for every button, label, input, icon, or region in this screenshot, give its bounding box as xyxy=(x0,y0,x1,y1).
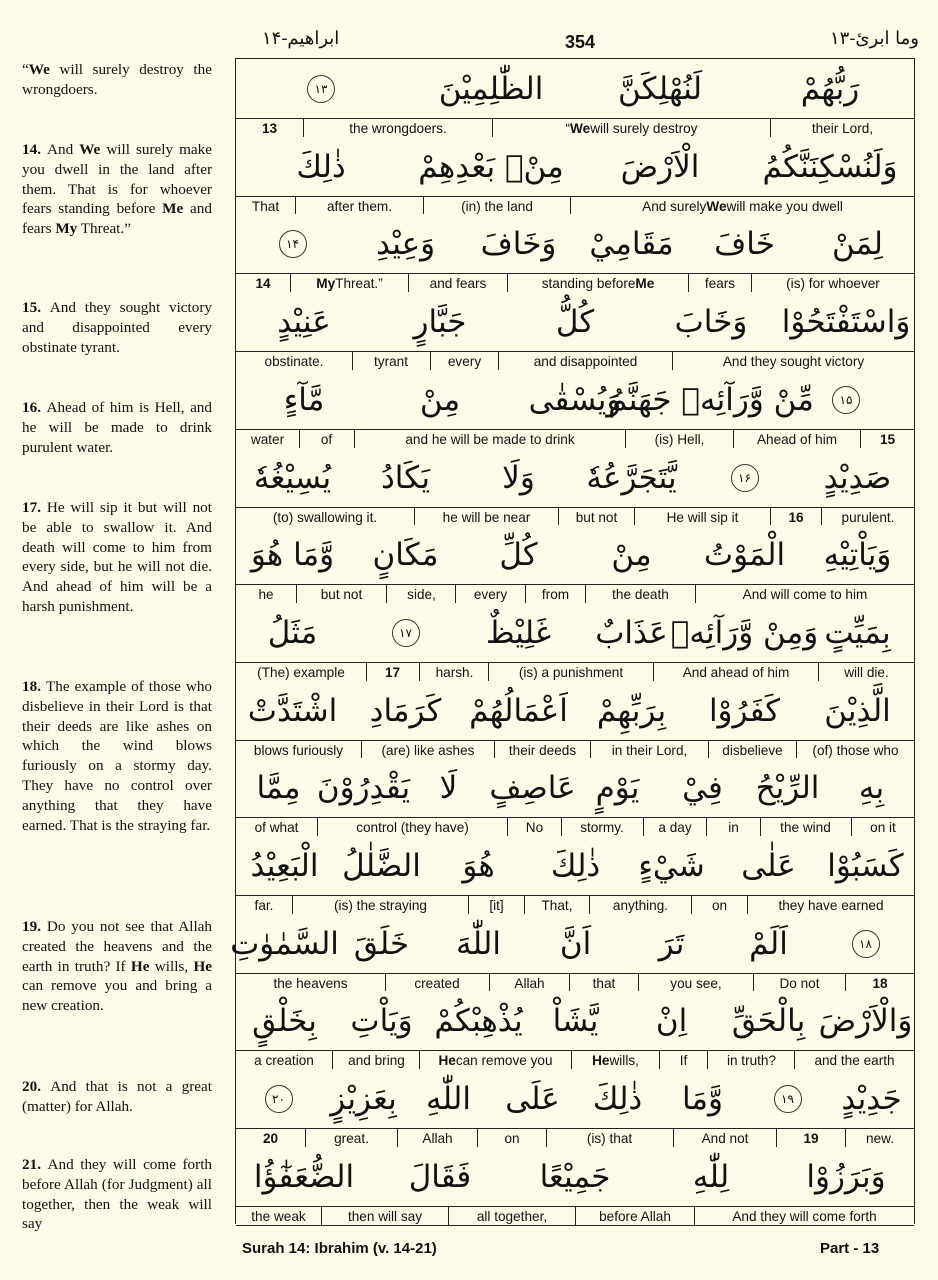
arabic-word: عَلٰى xyxy=(741,847,796,884)
footer-surah-info: Surah 14: Ibrahim (v. 14-21) xyxy=(242,1240,437,1257)
verse-number-cell: 16 xyxy=(770,508,821,526)
english-gloss: great. xyxy=(305,1129,397,1147)
arabic-word: اشْتَدَّتْ xyxy=(247,692,338,729)
english-gloss: the weak xyxy=(251,1208,306,1224)
verse-end-marker xyxy=(688,448,801,507)
arabic-word: الْاَرْضَ xyxy=(620,148,700,185)
english-gloss: every xyxy=(430,352,498,370)
english-gloss: he will be near xyxy=(414,508,558,526)
arabic-word: بِعَزِيْزٍ xyxy=(330,1080,397,1117)
translation-text: The example of those who disbelieve in their Lord is that their deeds are like ashes on which the wind blows furiously on a stormy day. They have no control over anything that they have earned. That is the straying far. xyxy=(22,678,213,834)
english-gloss: far. xyxy=(254,897,274,913)
ayah-circle-icon: ۱۳ xyxy=(307,75,335,103)
translation-text: Ahead of him is Hell, and he will be made to drink purulent water. xyxy=(22,399,212,456)
verse-number: 17. xyxy=(22,499,47,516)
arabic-word: بِهِ xyxy=(858,769,885,806)
arabic-word: ذٰلِكَ xyxy=(550,847,601,884)
arabic-word: وَّمَا xyxy=(681,1080,724,1117)
english-gloss: but not xyxy=(296,585,386,603)
english-gloss: of xyxy=(299,430,353,448)
english-gloss: And ahead of him xyxy=(653,663,818,681)
english-gloss: purulent. xyxy=(821,508,914,526)
arabic-word: يَّتَجَرَّعُهٗ xyxy=(586,459,677,496)
english-gloss: (is) that xyxy=(546,1129,672,1147)
arabic-word: لِمَنْ xyxy=(832,225,883,262)
arabic-word: وَمِنْ وَّرَآئِهٖ xyxy=(670,614,819,651)
english-gloss: and fears xyxy=(408,274,507,292)
ayah-circle-icon: ۱۹ xyxy=(774,1085,802,1113)
translation-paragraph xyxy=(22,1077,212,1117)
verse-number-cell: 19 xyxy=(776,1129,845,1147)
english-gloss: (is) the straying xyxy=(292,896,468,914)
english-gloss: but not xyxy=(558,508,634,526)
arabic-row xyxy=(236,59,914,119)
arabic-row xyxy=(236,292,914,352)
english-gloss: a creation xyxy=(254,1052,314,1068)
arabic-word: الضَّلٰلُ xyxy=(342,847,421,884)
arabic-word: ذٰلِكَ xyxy=(592,1080,643,1117)
verse-number-cell: 18 xyxy=(845,974,914,992)
header-surah-title: ابراهیم-۱۴ xyxy=(262,28,340,49)
arabic-word: وَلَا xyxy=(502,459,535,496)
english-gloss: (of) those who xyxy=(796,741,914,759)
translation-text: And they will come forth before Allah (for Judgment) all together, then the weak will say xyxy=(22,1156,213,1233)
english-gloss: (to) swallowing it. xyxy=(272,509,378,525)
english-gloss: (are) like ashes xyxy=(361,741,494,759)
english-gloss: after them. xyxy=(295,197,423,215)
arabic-word: خَافَ xyxy=(714,225,775,262)
translation-paragraph xyxy=(22,60,212,100)
arabic-word: مِنْ xyxy=(611,536,652,573)
english-gloss: (in) the land xyxy=(423,197,570,215)
arabic-word: اَنَّ xyxy=(559,925,592,962)
english-gloss: (is) for whoever xyxy=(751,274,914,292)
arabic-word: كَفَرُوْا xyxy=(708,692,781,729)
arabic-word: فَقَالَ xyxy=(408,1158,472,1195)
english-gloss: before Allah xyxy=(575,1207,694,1225)
arabic-word: وَبَرَزُوْا xyxy=(806,1158,886,1195)
arabic-word: جَبَّارٍ xyxy=(413,303,467,340)
arabic-word: مِمَّا xyxy=(256,769,301,806)
english-gloss: then will say xyxy=(321,1207,448,1225)
english-gloss: and the earth xyxy=(794,1051,914,1069)
arabic-word: وَاسْتَفْتَحُوْا xyxy=(781,303,911,340)
english-gloss: created xyxy=(385,974,488,992)
english-gloss: “ We will surely destroy xyxy=(492,119,770,137)
arabic-row xyxy=(230,914,914,974)
english-gloss-row xyxy=(236,274,914,293)
ayah-circle-icon: ۱۸ xyxy=(852,930,880,958)
arabic-row xyxy=(236,991,914,1051)
verse-number: 21. xyxy=(22,1156,48,1173)
english-gloss: side, xyxy=(386,585,456,603)
english-gloss: obstinate. xyxy=(264,353,324,369)
translation-text: He will sip it but will not be able to swallow it. And death will come to him from every side, but he will not die. And ahead of him will be a harsh punishment. xyxy=(22,499,212,615)
english-gloss: in their Lord, xyxy=(590,741,708,759)
english-gloss: And they sought victory xyxy=(672,352,914,370)
arabic-word: مِنْ xyxy=(419,381,461,418)
english-gloss: water xyxy=(250,431,285,447)
english-gloss: control (they have) xyxy=(317,818,507,836)
english-gloss: new. xyxy=(845,1129,914,1147)
arabic-word: مِنْۢ بَعْدِهِمْ xyxy=(418,148,564,185)
translation-paragraph xyxy=(22,298,212,357)
english-gloss-row xyxy=(236,430,914,449)
arabic-word: بِمَيِّتٍ xyxy=(824,614,891,651)
translation-paragraph xyxy=(22,140,212,239)
english-gloss: and bring xyxy=(332,1051,420,1069)
english-gloss: Allah xyxy=(397,1129,477,1147)
english-gloss: every xyxy=(455,585,525,603)
english-gloss: the wind xyxy=(760,818,850,836)
english-gloss: and he will be made to drink xyxy=(354,430,625,448)
english-gloss: [it] xyxy=(468,896,524,914)
arabic-word: وَيُسْقٰى xyxy=(528,381,622,418)
english-gloss: of what xyxy=(254,819,299,835)
english-gloss: you see, xyxy=(638,974,753,992)
arabic-row xyxy=(236,525,914,585)
arabic-word: ذٰلِكَ xyxy=(296,148,346,185)
english-gloss: tyrant xyxy=(352,352,429,370)
english-gloss-row xyxy=(236,663,914,682)
arabic-word: بِخَلْقٍ xyxy=(252,1002,317,1039)
english-gloss: That, xyxy=(524,896,589,914)
english-gloss: He wills, xyxy=(571,1051,659,1069)
english-gloss: a day xyxy=(643,818,706,836)
arabic-word: مَكَانٍ xyxy=(372,536,439,573)
english-gloss-row xyxy=(236,1207,914,1226)
english-gloss: in xyxy=(706,818,760,836)
arabic-word: وَيَاْتِ xyxy=(350,1002,413,1039)
english-gloss: standing before Me xyxy=(507,274,688,292)
arabic-word: مَثَلُ xyxy=(267,614,318,651)
verse-end-marker xyxy=(817,914,914,973)
english-gloss-row xyxy=(236,119,914,138)
english-gloss: and disappointed xyxy=(498,352,672,370)
english-gloss: in truth? xyxy=(707,1051,795,1069)
arabic-word: عَلَى xyxy=(505,1080,560,1117)
arabic-word: كَسَبُوْا xyxy=(827,847,904,884)
english-gloss: If xyxy=(659,1051,707,1069)
english-gloss: blows furiously xyxy=(253,742,344,758)
arabic-word: مَقَامِيْ xyxy=(589,225,674,262)
arabic-word: وَالْاَرْضَ xyxy=(818,1002,913,1039)
verse-end-marker xyxy=(745,1069,830,1128)
english-gloss: (is) a punishment xyxy=(488,663,653,681)
arabic-word: يُسِيْغُهٗ xyxy=(253,459,332,496)
english-gloss: the death xyxy=(585,585,695,603)
english-gloss-row xyxy=(236,585,914,604)
translation-paragraph xyxy=(22,398,212,457)
english-gloss: He can remove you xyxy=(419,1051,571,1069)
translation-text: And We will surely make you dwell in the land after them. That is for whoever fears standing before Me and fears My Threat.” xyxy=(22,141,213,238)
footer-part: Part - 13 xyxy=(820,1240,880,1257)
ayah-circle-icon: ۱۵ xyxy=(832,386,860,414)
arabic-word: وَيَاْتِيْهِ xyxy=(823,536,892,573)
english-gloss: And not xyxy=(673,1129,776,1147)
arabic-word: غَلِيْظٌ xyxy=(485,614,552,651)
arabic-word: عَذَابٌ xyxy=(595,614,668,651)
arabic-word: لَا xyxy=(439,769,458,806)
arabic-row xyxy=(236,137,914,197)
translation-text: And that is not a great (matter) for Allah. xyxy=(22,1078,213,1115)
verse-number: 16. xyxy=(22,399,47,416)
arabic-row xyxy=(236,758,914,818)
arabic-word: الضُّعَفٰٓؤُا xyxy=(253,1158,355,1195)
translation-paragraph xyxy=(22,1155,212,1234)
arabic-word: اَلَمْ xyxy=(749,925,788,962)
verse-number: 19. xyxy=(22,918,47,935)
verse-number: 14. xyxy=(22,141,48,158)
english-gloss-row xyxy=(236,1051,914,1070)
english-gloss: fears xyxy=(688,274,751,292)
ayah-circle-icon: ۱۷ xyxy=(392,619,420,647)
translation-text: And they sought victory and disappointed every obstinate tyrant. xyxy=(22,299,212,356)
english-gloss: the heavens xyxy=(273,975,348,991)
arabic-word: خَلَقَ xyxy=(353,925,410,962)
arabic-word: الظّٰلِمِيْنَ xyxy=(438,70,544,107)
translation-paragraph xyxy=(22,498,212,617)
arabic-row xyxy=(236,681,914,741)
arabic-word: جَمِيْعًا xyxy=(539,1158,611,1195)
arabic-word: فِيْ xyxy=(682,769,723,806)
english-gloss: disbelieve xyxy=(708,741,796,759)
english-gloss: anything. xyxy=(589,896,691,914)
arabic-word: يَوْمٍ xyxy=(595,769,640,806)
verse-number-cell: 20 xyxy=(262,1130,279,1146)
verse-number: 18. xyxy=(22,678,47,695)
arabic-word: الَّذِيْنَ xyxy=(824,692,891,729)
english-gloss-row xyxy=(236,352,914,371)
translation-paragraph xyxy=(22,677,212,835)
english-gloss: on xyxy=(691,896,747,914)
verse-number-cell: 15 xyxy=(860,430,914,448)
arabic-word: اللّٰهَ xyxy=(456,925,501,962)
arabic-word: كَرَمَادِ xyxy=(369,692,442,729)
verse-number: 20. xyxy=(22,1078,51,1095)
arabic-row xyxy=(236,1069,914,1129)
arabic-word: السَّمٰوٰتِ xyxy=(230,925,339,962)
arabic-word: اَعْمَالُهُمْ xyxy=(469,692,568,729)
english-gloss: My Threat.” xyxy=(290,274,408,292)
arabic-word: بِالْحَقِّ xyxy=(731,1002,806,1039)
english-gloss-row xyxy=(236,818,914,837)
ayah-circle-icon: ۱۶ xyxy=(731,464,759,492)
arabic-word: يَّشَاْ xyxy=(552,1002,599,1039)
arabic-word: بِرَبِّهِمْ xyxy=(596,692,667,729)
arabic-word: وَعِيْدِ xyxy=(375,225,436,262)
ayah-circle-icon: ۲۰ xyxy=(265,1085,293,1113)
translation-text: “We will surely destroy the wrongdoers. xyxy=(22,61,212,98)
english-gloss: harsh. xyxy=(419,663,489,681)
english-gloss: Ahead of him xyxy=(733,430,860,448)
arabic-word: مَّآءٍ xyxy=(283,381,325,418)
arabic-word: هُوَ xyxy=(462,847,495,884)
english-gloss: stormy. xyxy=(561,818,642,836)
arabic-word: لَنُهْلِكَنَّ xyxy=(617,70,703,107)
arabic-word: لِلّٰهِ xyxy=(692,1158,730,1195)
translation-paragraph xyxy=(22,917,212,1016)
arabic-row xyxy=(236,603,914,663)
arabic-word: جَدِيْدٍ xyxy=(841,1080,902,1117)
english-gloss: the wrongdoers. xyxy=(303,119,492,137)
verse-end-marker xyxy=(236,214,349,273)
english-gloss: Do not xyxy=(753,974,845,992)
english-gloss: will die. xyxy=(818,663,914,681)
arabic-word: رَبُّهُمْ xyxy=(800,70,860,107)
page-number: 354 xyxy=(564,32,596,52)
verse-end-marker xyxy=(349,603,462,662)
english-gloss: their deeds xyxy=(494,741,590,759)
arabic-word: الْبَعِيْدُ xyxy=(250,847,319,884)
arabic-word: عَاصِفٍ xyxy=(489,769,576,806)
arabic-word: يُذْهِبْكُمْ xyxy=(434,1002,523,1039)
arabic-word: وَلَنُسْكِنَنَّكُمُ xyxy=(762,148,898,185)
english-gloss: he xyxy=(258,586,274,602)
english-gloss-row xyxy=(236,1129,914,1148)
ayah-circle-icon: ۱۴ xyxy=(279,230,307,258)
arabic-word: مِّنْ وَّرَآئِهٖ جَهَنَّمُ xyxy=(608,381,814,418)
arabic-word: وَّمَا هُوَ xyxy=(250,536,335,573)
english-gloss: on it xyxy=(851,818,914,836)
arabic-row xyxy=(236,1147,914,1207)
english-gloss: And surely We will make you dwell xyxy=(570,197,914,215)
english-gloss: Allah xyxy=(489,974,569,992)
english-gloss: (is) Hell, xyxy=(625,430,733,448)
english-gloss: that xyxy=(569,974,638,992)
arabic-word: عَنِيْدٍ xyxy=(277,303,331,340)
verse-number-cell: 13 xyxy=(261,120,278,136)
arabic-word: شَيْءٍ xyxy=(638,847,705,884)
english-gloss: from xyxy=(525,585,585,603)
arabic-word: كُلُّ xyxy=(555,303,595,340)
english-gloss: And they will come forth xyxy=(694,1207,914,1225)
header-part-title: وما ابرئ-۱۳ xyxy=(830,28,919,49)
arabic-word: الْمَوْتُ xyxy=(703,536,786,573)
verse-number-cell: 17 xyxy=(366,663,418,681)
verse-number: 15. xyxy=(22,299,50,316)
english-gloss-row xyxy=(236,896,914,915)
arabic-word: يَكَادُ xyxy=(381,459,430,496)
arabic-word: تَرَ xyxy=(658,925,685,962)
english-gloss: their Lord, xyxy=(770,119,914,137)
verse-end-marker xyxy=(236,59,406,118)
arabic-word: وَخَابَ xyxy=(674,303,748,340)
arabic-word: وَخَافَ xyxy=(480,225,557,262)
translation-text: Do you not see that Allah created the heavens and the earth in truth? If He wills, He can remove you and bring a new creation. xyxy=(22,918,213,1015)
english-gloss: all together, xyxy=(448,1207,575,1225)
english-gloss: No xyxy=(507,818,561,836)
arabic-word: الرِّيْحُ xyxy=(755,769,820,806)
arabic-word: صَدِيْدٍ xyxy=(823,459,892,496)
english-gloss: That xyxy=(251,198,280,214)
english-gloss: they have earned xyxy=(747,896,914,914)
arabic-row xyxy=(236,448,914,508)
english-gloss: (The) example xyxy=(257,664,345,680)
arabic-word: كُلِّ xyxy=(499,536,538,573)
arabic-row xyxy=(236,836,914,896)
arabic-row xyxy=(236,370,914,430)
verse-number-cell: 14 xyxy=(255,275,271,291)
arabic-word: يَقْدِرُوْنَ xyxy=(316,769,411,806)
english-gloss: And will come to him xyxy=(695,585,914,603)
english-gloss: He will sip it xyxy=(634,508,770,526)
arabic-row xyxy=(236,214,914,274)
verse-end-marker xyxy=(236,1069,321,1128)
arabic-word: اللّٰهِ xyxy=(426,1080,471,1117)
arabic-word: اِنْ xyxy=(655,1002,688,1039)
english-gloss: on xyxy=(477,1129,546,1147)
